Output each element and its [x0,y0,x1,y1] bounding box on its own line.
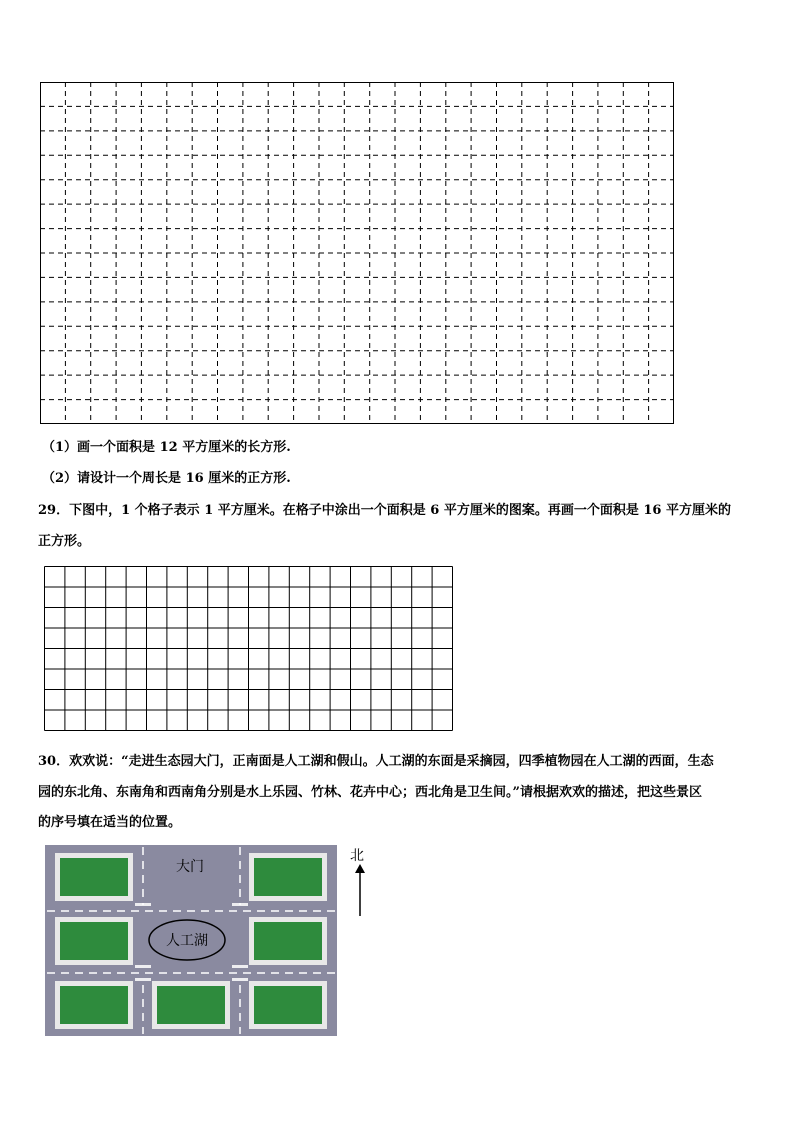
q29-line2: 正方形。 [38,534,91,549]
north-label: 北 [350,848,364,864]
dashed-grid [40,82,674,424]
q30-line2: 园的东北角、东南角和西南角分别是水上乐园、竹林、花卉中心；西北角是卫生间。”请根据欢欢的描述，把这些景区 [38,785,702,800]
q30-line1: 30．欢欢说：“走进生态园大门，正南面是人工湖和假山。人工湖的东面是采摘园，四季植物园在人工湖的西面，生态 [38,754,714,769]
park-block [60,922,128,960]
park-map [45,845,337,1036]
park-block [60,858,128,896]
gate-label: 大门 [176,859,204,875]
q28-sub1: （1）画一个面积是 12 平方厘米的长方形. [42,440,291,455]
q28-sub2: （2）请设计一个周长是 16 厘米的正方形. [42,471,291,486]
square-grid [44,566,453,731]
park-block [60,986,128,1024]
park-block [254,858,322,896]
lake-label: 人工湖 [166,933,208,949]
q30-line3: 的序号填在适当的位置。 [38,815,182,830]
park-block [157,986,225,1024]
park-block [254,986,322,1024]
park-block [254,922,322,960]
q29-line1: 29．下图中，1 个格子表示 1 平方厘米。在格子中涂出一个面积是 6 平方厘米的图案。再画一个面积是 16 平方厘米的 [38,503,731,518]
north-arrow-icon [354,864,366,918]
